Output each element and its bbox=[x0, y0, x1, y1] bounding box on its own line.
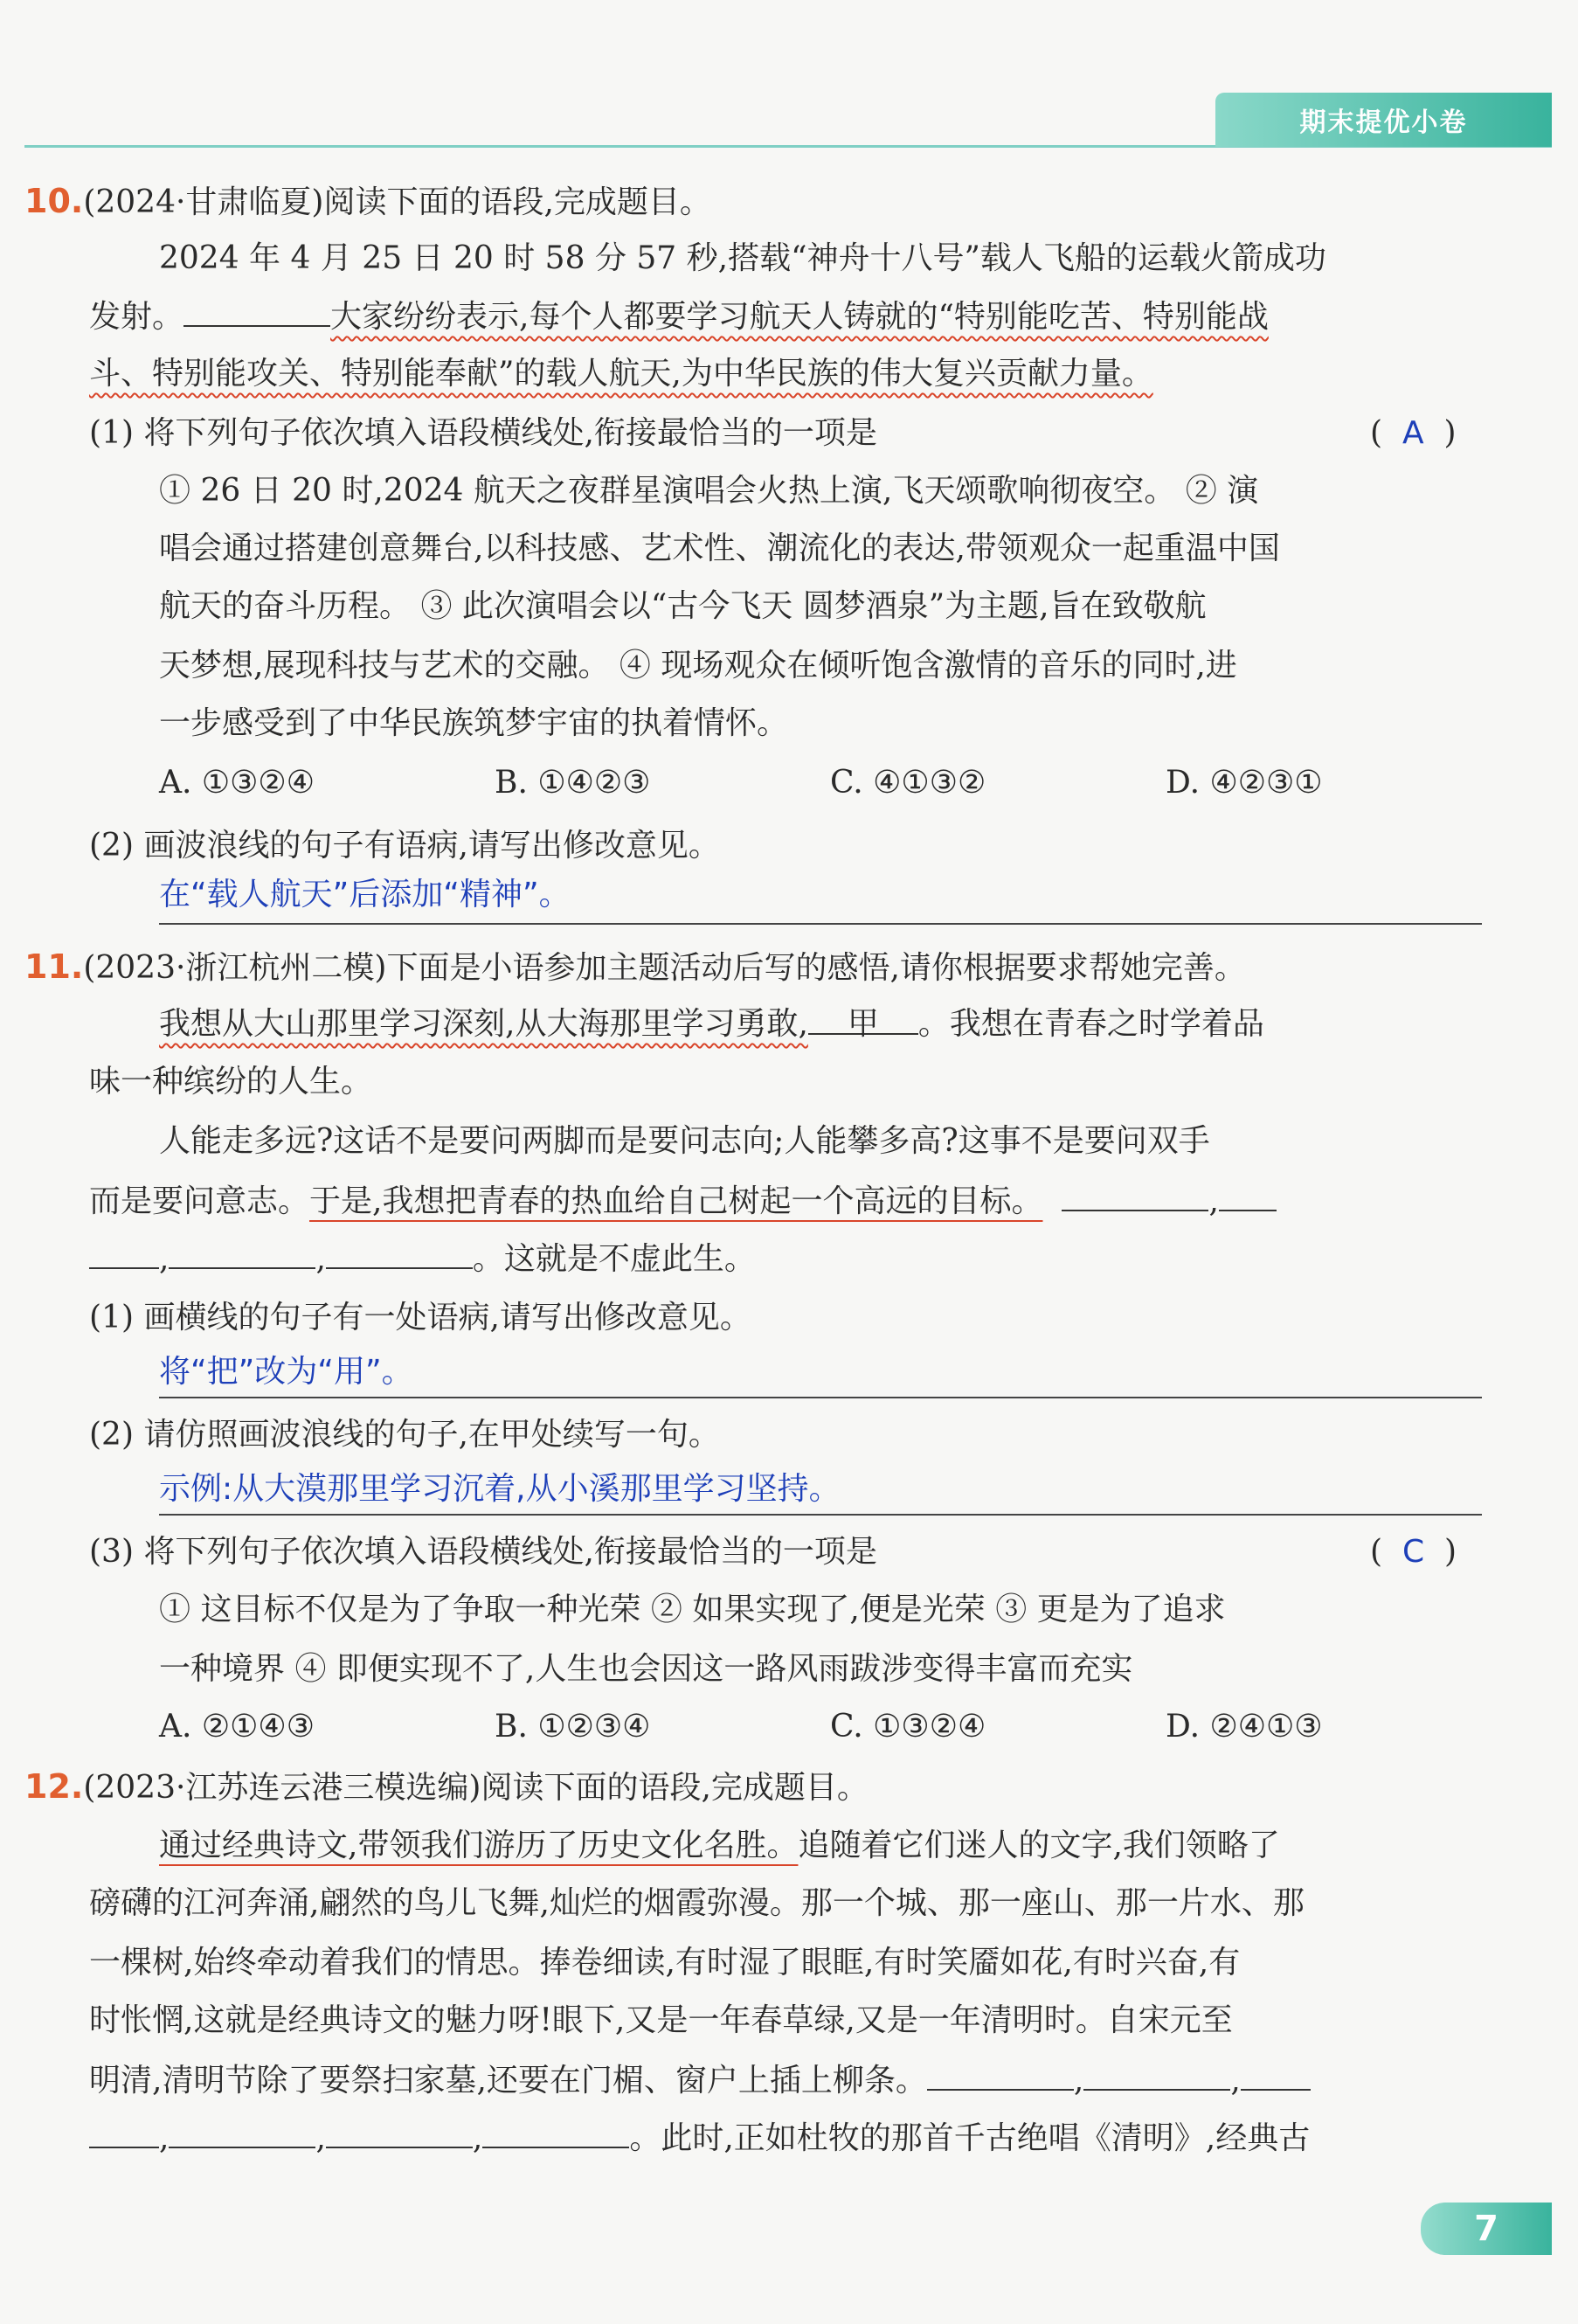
option-text-line: ① 26 日 20 时,2024 航天之夜群星演唱会火热上演,飞天颂歌响彻夜空。 ② 演 bbox=[159, 473, 1259, 509]
fill-blank[interactable] bbox=[89, 1238, 159, 1269]
fill-blank[interactable] bbox=[169, 2117, 315, 2148]
fill-blank[interactable] bbox=[169, 1238, 315, 1269]
sub-question-stem: (2) 画波浪线的句子有语病,请写出修改意见。 bbox=[89, 828, 720, 864]
q11-paragraph-line: 人能走多远?这话不是要问两脚而是要问志向;人能攀多高?这事不是要问双手 bbox=[159, 1123, 1210, 1159]
choice-a[interactable]: A. ②①④③ bbox=[159, 1709, 315, 1745]
q11-title-line bbox=[24, 946, 1246, 989]
answer-text: 将“把”改为“用”。 bbox=[159, 1354, 413, 1390]
fill-blank[interactable] bbox=[326, 2117, 473, 2148]
fill-blank[interactable] bbox=[1241, 2059, 1311, 2091]
fill-blank[interactable] bbox=[1062, 1180, 1208, 1211]
wavy-underlined-sentence: 大家纷纷表示,每个人都要学习航天人铸就的“特别能吃苦、特别能战 bbox=[330, 299, 1269, 335]
fill-blank[interactable] bbox=[183, 295, 330, 327]
sub-question-stem: (1) 画横线的句子有一处语病,请写出修改意见。 bbox=[89, 1300, 751, 1335]
q12-title-line bbox=[24, 1766, 869, 1809]
q10-title-line bbox=[24, 180, 711, 224]
q12-paragraph-line: 一棵树,始终牵动着我们的情思。捧卷细读,有时湿了眼眶,有时笑靥如花,有时兴奋,有 bbox=[89, 1945, 1241, 1981]
q11-paragraph-line: 而是要问意志。于是,我想把青春的热血给自己树起一个高远的目标。 , bbox=[89, 1180, 1277, 1223]
q10-paragraph-line: 发射。 大家纷纷表示,每个人都要学习航天人铸就的“特别能吃苦、特别能战 bbox=[89, 295, 1269, 338]
fill-blank[interactable] bbox=[1083, 2059, 1230, 2091]
underlined-sentence: 于是,我想把青春的热血给自己树起一个高远的目标。 bbox=[309, 1183, 1043, 1219]
fill-blank[interactable] bbox=[89, 2117, 159, 2148]
answer-rule bbox=[159, 923, 1482, 925]
q10-paragraph-line bbox=[89, 353, 1153, 395]
question-number: 12. bbox=[24, 1767, 84, 1806]
q12-paragraph-line: 时怅惘,这就是经典诗文的魅力呀!眼下,又是一年春草绿,又是一年清明时。自宋元至 bbox=[89, 2002, 1233, 2038]
fill-blank-jia[interactable]: 甲 bbox=[808, 1003, 918, 1035]
fill-blank[interactable] bbox=[927, 2059, 1074, 2091]
option-text-line: ① 这目标不仅是为了争取一种光荣 ② 如果实现了,便是光荣 ③ 更是为了追求 bbox=[159, 1592, 1226, 1627]
question-title: (2023·浙江杭州二模)下面是小语参加主题活动后写的感悟,请你根据要求帮她完善。 bbox=[83, 950, 1246, 986]
q11-paragraph-line: 味一种缤纷的人生。 bbox=[89, 1064, 373, 1100]
answer-text: 示例:从大漠那里学习沉着,从小溪那里学习坚持。 bbox=[159, 1471, 841, 1507]
sub-question-stem: (2) 请仿照画波浪线的句子,在甲处续写一句。 bbox=[89, 1417, 720, 1453]
q10-paragraph-line: 2024 年 4 月 25 日 20 时 58 分 57 秒,搭载“神舟十八号”载人飞船的运载火箭成功 bbox=[159, 240, 1326, 276]
q12-paragraph-line: 明清,清明节除了要祭扫家墓,还要在门楣、窗户上插上柳条。 , , bbox=[89, 2059, 1311, 2102]
answer-rule bbox=[159, 1397, 1482, 1398]
option-text-line: 唱会通过搭建创意舞台,以科技感、艺术性、潮流化的表达,带领观众一起重温中国 bbox=[159, 531, 1280, 566]
option-text-line: 天梦想,展现科技与艺术的交融。 ④ 现场观众在倾听饱含激情的音乐的同时,进 bbox=[159, 648, 1237, 683]
answer-bracket: ( C ) bbox=[1370, 1534, 1457, 1570]
choice-c[interactable]: C. ①③②④ bbox=[830, 1709, 986, 1745]
choice-a[interactable]: A. ①③②④ bbox=[159, 765, 315, 801]
answer-rule bbox=[159, 1514, 1482, 1516]
question-title: (2023·江苏连云港三模选编)阅读下面的语段,完成题目。 bbox=[83, 1770, 869, 1806]
choice-d[interactable]: D. ④②③① bbox=[1166, 765, 1323, 801]
sub-question-stem: (3) 将下列句子依次填入语段横线处,衔接最恰当的一项是 bbox=[89, 1534, 877, 1570]
answer-bracket: ( A ) bbox=[1370, 415, 1457, 451]
choice-d[interactable]: D. ②④①③ bbox=[1166, 1709, 1323, 1745]
question-number: 11. bbox=[24, 947, 84, 986]
answer-text: 在“载人航天”后添加“精神”。 bbox=[159, 877, 571, 912]
fill-blank[interactable] bbox=[482, 2117, 629, 2148]
choice-b[interactable]: B. ①④②③ bbox=[495, 765, 651, 801]
question-title: (2024·甘肃临夏)阅读下面的语段,完成题目。 bbox=[83, 184, 711, 220]
option-text-line: 航天的奋斗历程。 ③ 此次演唱会以“古今飞天 圆梦酒泉”为主题,旨在致敬航 bbox=[159, 588, 1207, 624]
underlined-sentence: 通过经典诗文,带领我们游历了历史文化名胜。 bbox=[159, 1828, 799, 1863]
fill-blank[interactable] bbox=[326, 1238, 473, 1269]
sub-question-stem: (1) 将下列句子依次填入语段横线处,衔接最恰当的一项是 bbox=[89, 415, 877, 451]
header-tag: 期末提优小卷 bbox=[1215, 93, 1552, 147]
q11-paragraph-line: , , 。这就是不虚此生。 bbox=[89, 1238, 756, 1280]
q12-paragraph-line: 通过经典诗文,带领我们游历了历史文化名胜。追随着它们迷人的文字,我们领略了 bbox=[159, 1828, 1280, 1863]
q12-paragraph-line: 磅礴的江河奔涌,翩然的鸟儿飞舞,灿烂的烟霞弥漫。那一个城、那一座山、那一片水、那 bbox=[89, 1885, 1305, 1921]
q11-paragraph-line: 我想从大山那里学习深刻,从大海那里学习勇敢, 甲 。我想在青春之时学着品 bbox=[159, 1003, 1264, 1045]
choice-c[interactable]: C. ④①③② bbox=[830, 765, 986, 801]
option-text-line: 一步感受到了中华民族筑梦宇宙的执着情怀。 bbox=[159, 705, 789, 741]
option-text-line: 一种境界 ④ 即便实现不了,人生也会因这一路风雨跋涉变得丰富而充实 bbox=[159, 1651, 1133, 1687]
wavy-underlined-sentence: 斗、特别能攻关、特别能奉献”的载人航天,为中华民族的伟大复兴贡献力量。 bbox=[89, 356, 1153, 392]
wavy-underlined-sentence: 我想从大山那里学习深刻,从大海那里学习勇敢, bbox=[159, 1006, 808, 1042]
fill-blank[interactable] bbox=[1219, 1180, 1277, 1211]
page-number: 7 bbox=[1421, 2203, 1552, 2255]
q12-paragraph-line: , , , 。此时,正如杜牧的那首千古绝唱《清明》,经典古 bbox=[89, 2117, 1310, 2160]
question-number: 10. bbox=[24, 182, 84, 220]
choice-b[interactable]: B. ①②③④ bbox=[495, 1709, 651, 1745]
